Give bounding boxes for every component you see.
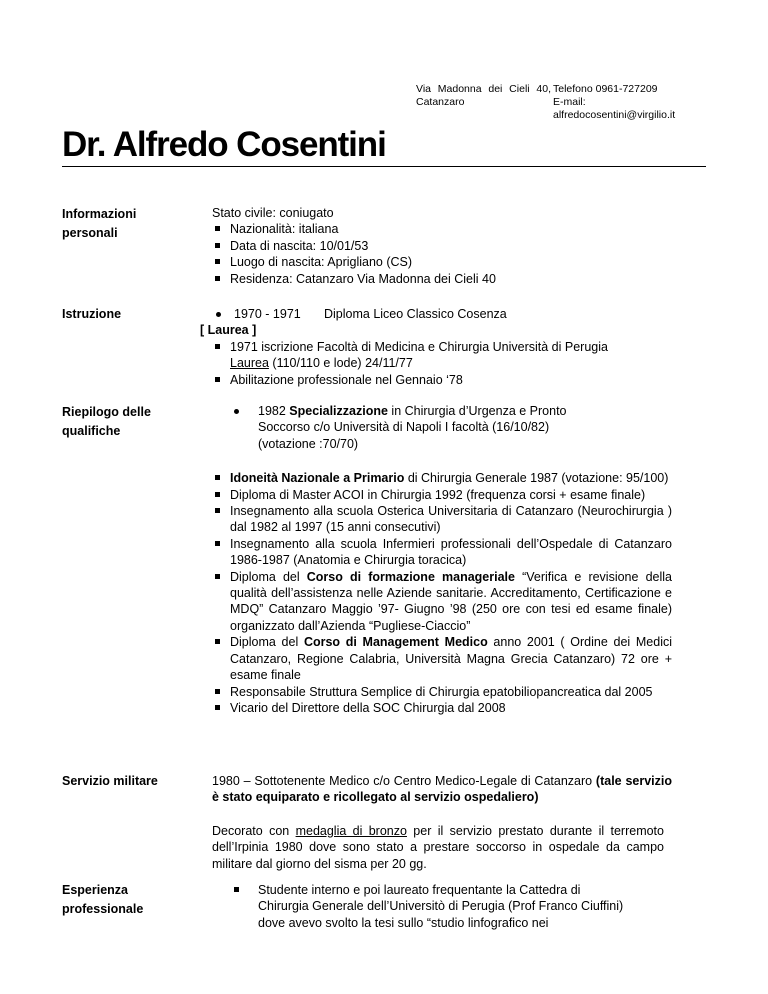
civil-status: Stato civile: coniugato [212, 206, 334, 220]
section-education [200, 306, 672, 388]
military-bold: (tale servizio è stato equiparato e ricollegato al servizio ospedaliero) [212, 774, 672, 805]
section-military [212, 773, 672, 872]
education-list [212, 339, 672, 388]
list-item [212, 569, 672, 635]
specialization-line-2: Soccorso c/o Università di Napoli I facoltà (16/10/82) [258, 420, 550, 435]
specialization-item [212, 403, 672, 452]
page-title: Dr. Alfredo Cosentini [62, 125, 386, 164]
course-rest: “Verifica e revisione della qualità dell’assistenza nelle Aziende sanitarie. Accreditamento, Certificazione e MDQ” Catanzaro Maggio ’97- Giugno ’98 (250 ore con tesi ed esame finale) organizzato dall’Azienda “Pugliese-Ciaccio” [230, 569, 672, 633]
list-item: Abilitazione professionale nel Gennaio ‘78 [212, 372, 672, 388]
title-divider [62, 166, 706, 167]
list-item: Diploma di Master ACOI in Chirurgia 1992 (frequenza corsi + esame finale) [212, 487, 672, 503]
spec-rest: in Chirurgia d’Urgenza e Pronto [387, 404, 567, 418]
square-bullet-icon [234, 887, 239, 892]
diploma-row [212, 306, 672, 322]
management-prefix: Diploma del [230, 635, 304, 650]
section-label-qualifications: Riepilogo delle qualifiche [62, 405, 151, 438]
list-item [212, 634, 672, 683]
section-experience [212, 882, 672, 931]
header-address: Via Madonna dei Cieli 40, Catanzaro [416, 83, 551, 108]
spec-year: 1982 [258, 404, 290, 418]
list-item [212, 339, 672, 372]
specialization-line-3: (votazione :70/70) [258, 436, 359, 451]
course-prefix: Diploma del [230, 569, 307, 584]
personal-list [212, 221, 672, 287]
section-label-military: Servizio militare [62, 774, 158, 788]
military-service [212, 773, 672, 806]
section-label-personal: Informazioni personali [62, 207, 137, 240]
list-item [212, 470, 672, 486]
laurea-text: 1971 iscrizione Facoltà di Medicina e Chirurgia Università di Perugia [230, 339, 608, 354]
list-item: Data di nascita: 10/01/53 [212, 238, 672, 254]
experience-item [212, 882, 628, 931]
spec-bold: Specializzazione [289, 404, 388, 418]
idoneita-rest: di Chirurgia Generale 1987 (votazione: 95/100) [404, 471, 669, 486]
military-text: 1980 – Sottotenente Medico c/o Centro Medico-Legale di Catanzaro [212, 774, 596, 788]
header-email[interactable]: alfredocosentini@virgilio.it [553, 109, 676, 121]
management-bold: Corso di Management Medico [303, 635, 488, 650]
list-item: Vicario del Direttore della SOC Chirurgia dal 2008 [212, 700, 672, 716]
specialization-line-1 [258, 403, 672, 419]
medal-prefix: Decorato con [212, 823, 296, 838]
round-bullet-icon [234, 409, 239, 414]
qualifications-list [212, 470, 672, 716]
section-label-experience: Esperienza professionale [62, 883, 144, 916]
list-item: Nazionalità: italiana [212, 221, 672, 237]
round-bullet-icon [216, 312, 221, 317]
list-item: Responsabile Struttura Semplice di Chirurgia epatobiliopancreatica dal 2005 [212, 684, 672, 700]
course-bold: Corso di formazione manageriale [306, 569, 515, 584]
section-personal [212, 205, 672, 287]
management-rest: anno 2001 ( Ordine dei Medici Catanzaro, Regione Calabria, Università Magna Grecia Catanzaro) 72 ore + esame finale [230, 635, 673, 683]
header-phone: Telefono 0961-727209 [553, 83, 658, 95]
list-item: Insegnamento alla scuola Osterica Universitaria di Catanzaro (Neurochirurgia ) dal 1982 al 1997 (15 anni consecutivi) [212, 503, 672, 536]
list-item: Insegnamento alla scuola Infermieri professionali dell’Ospedale di Catanzaro 1986-1987 (Anatomia e Chirurgia toracica) [212, 536, 672, 569]
header-email-label: E-mail: [553, 96, 586, 108]
experience-text: Studente interno e poi laureato frequentante la Cattedra di Chirurgia Generale dell’Universitò di Perugia (Prof Franco Ciuffini) dove avevo svolto la tesi sullo “studio linfografico nei [258, 883, 624, 930]
header-contact [553, 83, 703, 122]
section-qualifications [212, 403, 672, 716]
medal-paragraph [212, 823, 664, 872]
laurea-link[interactable]: Laurea [230, 356, 269, 371]
medal-rest: per il servizio prestato durante il terremoto dell’Irpinia 1980 dove sono stato a prestare soccorso in ospedale da campo militare dal giorno del sisma per 20 gg. [212, 823, 664, 871]
list-item: Residenza: Catanzaro Via Madonna dei Cieli 40 [212, 271, 672, 287]
medal-link[interactable]: medaglia di bronzo [295, 823, 407, 838]
idoneita-bold: Idoneità Nazionale a Primario [230, 471, 405, 486]
list-item: Luogo di nascita: Aprigliano (CS) [212, 254, 672, 270]
laurea-heading: [ Laurea ] [200, 323, 257, 338]
diploma-text: Diploma Liceo Classico Cosenza [324, 307, 507, 321]
section-label-education: Istruzione [62, 307, 122, 321]
diploma-years: 1970 - 1971 [234, 307, 301, 321]
laurea-grade: (110/110 e lode) 24/11/77 [268, 356, 413, 371]
